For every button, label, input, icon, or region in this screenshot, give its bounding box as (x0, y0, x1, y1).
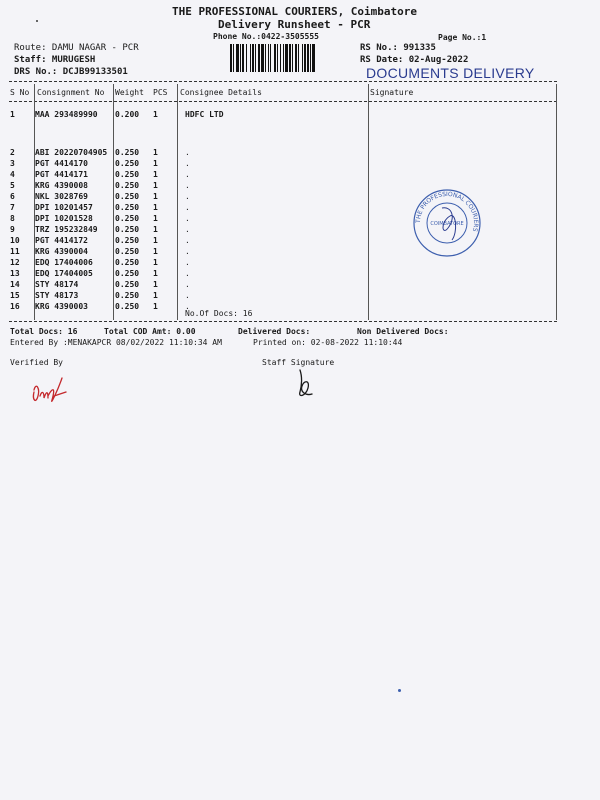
cell-pcs: 1 (153, 225, 158, 234)
cell-pcs: 1 (153, 203, 158, 212)
cell-weight: 0.250 (115, 192, 140, 201)
cell-pcs: 1 (153, 280, 158, 289)
barcode-bar (236, 44, 239, 72)
staff-signature (290, 366, 320, 400)
cell-details: . (185, 192, 190, 201)
cell-weight: 0.250 (115, 280, 140, 289)
cell-pcs: 1 (153, 170, 158, 179)
cell-weight: 0.250 (115, 214, 140, 223)
barcode-bar (285, 44, 288, 72)
cell-cons: MAA 293489990 (35, 110, 98, 119)
cell-weight: 0.250 (115, 236, 140, 245)
cell-details: . (185, 291, 190, 300)
seal-center-text: COIMBATORE (430, 221, 464, 227)
company-name: THE PROFESSIONAL COURIERS, Coimbatore (172, 5, 418, 18)
col-header-consignee: Consignee Details (180, 88, 262, 97)
cell-weight: 0.250 (115, 225, 140, 234)
entered-by: Entered By :MENAKAPCR 08/02/2022 11:10:34 AM (10, 338, 222, 347)
barcode-bar (312, 44, 315, 72)
cell-cons: DPI 10201528 (35, 214, 93, 223)
cell-cons: NKL 3028769 (35, 192, 88, 201)
divider (9, 81, 557, 82)
barcode-bar (289, 44, 291, 72)
rs-number: RS No.: 991335 (360, 43, 436, 53)
cell-cons: ABI 20220704905 (35, 148, 108, 157)
table-row (9, 110, 549, 121)
table-row (9, 170, 549, 181)
table-row (9, 258, 549, 269)
cell-cons: EDQ 17404006 (35, 258, 93, 267)
verified-by-signature (28, 370, 74, 412)
cell-sno: 2 (10, 148, 15, 157)
cell-sno: 16 (10, 302, 20, 311)
cell-sno: 1 (10, 110, 15, 119)
cell-cons: DPI 10201457 (35, 203, 93, 212)
barcode-bar (261, 44, 264, 72)
cell-details: . (185, 269, 190, 278)
barcode-bar (242, 44, 244, 72)
cell-cons: KRG 4390004 (35, 247, 88, 256)
col-header-consignment: Consignment No (37, 88, 105, 97)
cell-cons: KRG 4390003 (35, 302, 88, 311)
cell-details: . (185, 159, 190, 168)
cell-details: . (185, 280, 190, 289)
cell-cons: STY 48174 (35, 280, 79, 289)
non-delivered-docs: Non Delivered Docs: (357, 327, 449, 336)
cell-sno: 9 (10, 225, 15, 234)
cell-weight: 0.250 (115, 203, 140, 212)
speck (398, 689, 401, 692)
barcode-bar (255, 44, 256, 72)
table-row (9, 280, 549, 291)
cell-weight: 0.250 (115, 170, 140, 179)
barcode-bar (295, 44, 297, 72)
barcode-bar (280, 44, 281, 72)
cell-cons: EDQ 17404005 (35, 269, 93, 278)
cell-weight: 0.250 (115, 258, 140, 267)
col-header-signature: Signature (370, 88, 414, 97)
cell-pcs: 1 (153, 110, 158, 119)
barcode-bar (310, 44, 311, 72)
cell-sno: 14 (10, 280, 20, 289)
delivered-docs: Delivered Docs: (238, 327, 311, 336)
barcode-bar (246, 44, 247, 72)
barcode-bar (302, 44, 303, 72)
table-row (9, 148, 549, 159)
cell-cons: TRZ 195232849 (35, 225, 98, 234)
cell-weight: 0.250 (115, 291, 140, 300)
cell-details: . (185, 225, 190, 234)
barcode-bar (277, 44, 278, 72)
cell-weight: 0.200 (115, 110, 140, 119)
divider (9, 101, 557, 102)
cell-cons: PGT 4414171 (35, 170, 88, 179)
cell-cons: PGT 4414170 (35, 159, 88, 168)
documents-delivery-stamp: DOCUMENTS DELIVERY (366, 65, 535, 81)
barcode-bar (268, 44, 269, 72)
barcode-bar (304, 44, 306, 72)
cell-cons: KRG 4390008 (35, 181, 88, 190)
cell-sno: 15 (10, 291, 20, 300)
cell-pcs: 1 (153, 291, 158, 300)
barcode-bar (274, 44, 276, 72)
cell-sno: 5 (10, 181, 15, 190)
cell-sno: 11 (10, 247, 20, 256)
table-row (9, 302, 549, 313)
cell-weight: 0.250 (115, 148, 140, 157)
cell-details: . (185, 203, 190, 212)
cell-pcs: 1 (153, 269, 158, 278)
cell-cons: PGT 4414172 (35, 236, 88, 245)
table-row (9, 269, 549, 280)
cell-details: . (185, 148, 190, 157)
cell-sno: 7 (10, 203, 15, 212)
cell-details: . (185, 258, 190, 267)
cell-sno: 3 (10, 159, 15, 168)
barcode-bar (233, 44, 234, 72)
barcode-bar (258, 44, 260, 72)
drs-number: DRS No.: DCJB99133501 (14, 67, 128, 77)
cell-sno: 12 (10, 258, 20, 267)
table-row (9, 291, 549, 302)
col-header-pcs: PCS (153, 88, 168, 97)
document-title: Delivery Runsheet - PCR (218, 18, 371, 31)
barcode-bar (270, 44, 271, 72)
cell-pcs: 1 (153, 236, 158, 245)
staff-label: Staff: MURUGESH (14, 55, 96, 65)
staff-signature-label: Staff Signature (262, 358, 335, 367)
barcode-bar (252, 44, 254, 72)
cell-details: . (185, 181, 190, 190)
verified-by-label: Verified By (10, 358, 63, 367)
barcode-bar (250, 44, 251, 72)
cell-pcs: 1 (153, 148, 158, 157)
barcode-bar (283, 44, 284, 72)
cell-pcs: 1 (153, 159, 158, 168)
cell-sno: 10 (10, 236, 20, 245)
cell-weight: 0.250 (115, 269, 140, 278)
cell-sno: 6 (10, 192, 15, 201)
divider (9, 321, 557, 322)
cell-pcs: 1 (153, 214, 158, 223)
cell-sno: 13 (10, 269, 20, 278)
cell-weight: 0.250 (115, 302, 140, 311)
cell-pcs: 1 (153, 181, 158, 190)
seal-ring-text: THE PROFESSIONAL COURIERS (414, 190, 480, 233)
barcode-bar (307, 44, 309, 72)
phone-number: Phone No.:0422-3505555 (213, 32, 319, 41)
cell-details: . (185, 302, 190, 311)
cell-sno: 4 (10, 170, 15, 179)
barcode-bar (292, 44, 293, 72)
cell-weight: 0.250 (115, 247, 140, 256)
no-of-docs: No.Of Docs: 16 (185, 309, 253, 318)
cell-weight: 0.250 (115, 159, 140, 168)
total-docs: Total Docs: 16 (10, 327, 78, 336)
cell-details: . (185, 170, 190, 179)
barcode-bar (265, 44, 266, 72)
col-header-weight: Weight (115, 88, 144, 97)
printed-on: Printed on: 02-08-2022 11:10:44 (253, 338, 403, 347)
cell-weight: 0.250 (115, 181, 140, 190)
cell-details: . (185, 247, 190, 256)
route-label: Route: DAMU NAGAR - PCR (14, 43, 139, 53)
barcode-image (230, 44, 355, 72)
cell-pcs: 1 (153, 258, 158, 267)
rs-date: RS Date: 02-Aug-2022 (360, 55, 469, 65)
cell-details: . (185, 214, 190, 223)
cell-pcs: 1 (153, 302, 158, 311)
barcode-bar (298, 44, 299, 72)
cell-cons: STY 48173 (35, 291, 79, 300)
barcode-bar (230, 44, 232, 72)
speck (36, 20, 38, 22)
cell-details: . (185, 236, 190, 245)
col-header-sno: S No (10, 88, 30, 97)
page-number: Page No.:1 (438, 33, 487, 42)
cell-sno: 8 (10, 214, 15, 223)
barcode-bar (240, 44, 241, 72)
cell-pcs: 1 (153, 192, 158, 201)
column-line (556, 84, 557, 320)
total-cod: Total COD Amt: 0.00 (104, 327, 196, 336)
cell-pcs: 1 (153, 247, 158, 256)
company-seal (412, 188, 482, 258)
table-row (9, 159, 549, 170)
cell-details: HDFC LTD (185, 110, 224, 119)
